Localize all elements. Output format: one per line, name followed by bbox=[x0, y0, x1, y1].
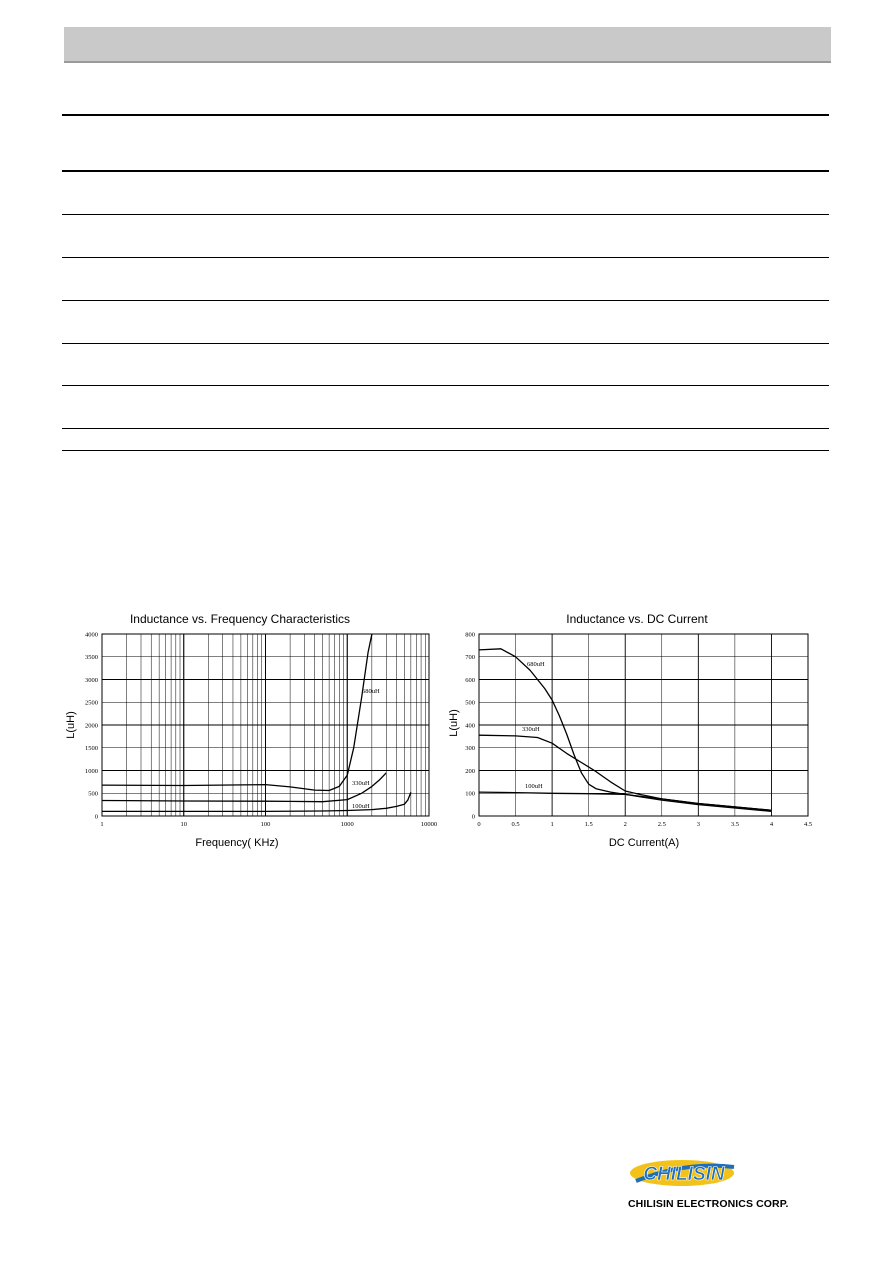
y-tick-label: 0 bbox=[94, 813, 98, 821]
x-tick-label: 1 bbox=[100, 821, 104, 828]
y-tick-label: 200 bbox=[465, 767, 475, 775]
table-rule bbox=[62, 257, 829, 258]
y-tick-label: 300 bbox=[465, 745, 475, 753]
series-label: 330uH bbox=[522, 726, 540, 733]
y-tick-label: 0 bbox=[471, 813, 475, 821]
x-tick-label: 3 bbox=[696, 821, 700, 828]
table-rule bbox=[62, 428, 829, 429]
y-tick-label: 400 bbox=[465, 722, 475, 730]
dc-current-chart-svg bbox=[440, 605, 820, 855]
series-label: 330uH bbox=[352, 780, 370, 787]
company-name: CHILISIN ELECTRONICS CORP. bbox=[628, 1198, 789, 1210]
x-tick-label: 2 bbox=[623, 821, 627, 828]
x-axis-label: Frequency( KHz) bbox=[195, 837, 279, 849]
table-rule bbox=[62, 450, 829, 451]
y-tick-label: 1000 bbox=[85, 767, 98, 775]
series-label: 680uH bbox=[527, 661, 545, 668]
x-tick-label: 3.5 bbox=[730, 821, 739, 828]
y-axis-label: L(uH) bbox=[448, 709, 460, 737]
table-rule bbox=[62, 385, 829, 386]
y-tick-label: 600 bbox=[465, 676, 475, 684]
plot-area bbox=[465, 631, 812, 828]
table-rule bbox=[62, 300, 829, 301]
x-tick-label: 1.5 bbox=[584, 821, 593, 828]
y-tick-label: 1500 bbox=[85, 745, 98, 753]
table-rule bbox=[62, 343, 829, 344]
plot-area bbox=[85, 631, 437, 828]
table-rule bbox=[62, 214, 829, 215]
series-label: 100uH bbox=[525, 783, 543, 790]
series-line-680uH bbox=[102, 634, 372, 791]
series-label: 680uH bbox=[362, 688, 380, 695]
x-tick-label: 0.5 bbox=[511, 821, 520, 828]
chart-title: Inductance vs. Frequency Characteristics bbox=[129, 612, 351, 626]
y-tick-label: 2000 bbox=[85, 722, 98, 730]
x-tick-label: 100 bbox=[260, 821, 271, 828]
y-tick-label: 500 bbox=[88, 790, 98, 798]
chart-title: Inductance vs. DC Current bbox=[566, 612, 708, 626]
table-rule bbox=[62, 170, 829, 172]
x-tick-label: 0 bbox=[477, 821, 481, 828]
x-tick-label: 4 bbox=[769, 821, 774, 828]
y-tick-label: 3000 bbox=[85, 676, 98, 684]
table-rule bbox=[62, 114, 829, 116]
frequency-chart-svg bbox=[60, 605, 440, 855]
x-tick-label: 1 bbox=[550, 821, 554, 828]
logo-word: CHILISIN bbox=[643, 1164, 725, 1185]
header-bar bbox=[64, 27, 831, 63]
series-label: 100uH bbox=[352, 803, 370, 810]
x-tick-label: 10000 bbox=[420, 821, 438, 828]
y-tick-label: 700 bbox=[465, 654, 475, 662]
x-tick-label: 4.5 bbox=[803, 821, 813, 828]
y-tick-label: 2500 bbox=[85, 699, 98, 707]
x-tick-label: 1000 bbox=[340, 821, 354, 828]
x-tick-label: 10 bbox=[180, 821, 187, 828]
y-tick-label: 3500 bbox=[85, 654, 98, 662]
x-axis-label: DC Current(A) bbox=[608, 837, 680, 849]
y-tick-label: 500 bbox=[465, 699, 475, 707]
y-tick-label: 800 bbox=[465, 631, 475, 639]
frequency-chart bbox=[60, 605, 440, 855]
dc-current-chart bbox=[440, 605, 820, 855]
x-tick-label: 2.5 bbox=[657, 821, 666, 828]
y-axis-label: L(uH) bbox=[65, 711, 77, 739]
y-tick-label: 4000 bbox=[85, 631, 98, 639]
y-tick-label: 100 bbox=[465, 790, 475, 798]
